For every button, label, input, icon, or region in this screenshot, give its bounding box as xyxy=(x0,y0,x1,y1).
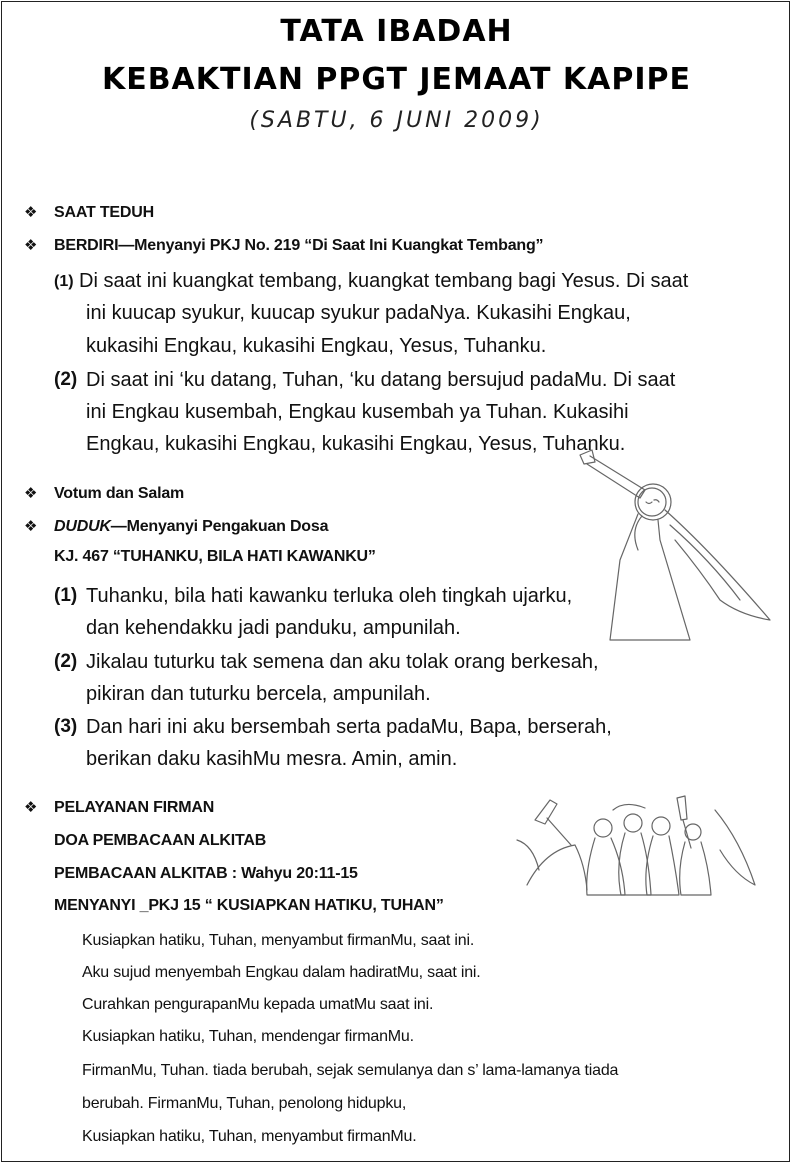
verse-line: kukasihi Engkau, kukasihi Engkau, Yesus, Tuhanku. xyxy=(86,335,547,357)
page-title: TATA IBADAH xyxy=(280,14,513,49)
service-date: (SABTU, 6 JUNI 2009) xyxy=(249,108,544,133)
verse-line: Di saat ini kuangkat tembang, kuangkat tembang bagi Yesus. Di saat xyxy=(79,270,689,292)
verse-line: dan kehendakku jadi panduku, ampunilah. xyxy=(86,617,461,639)
song-line: Curahkan pengurapanMu kepada umatMu saat ini. xyxy=(82,996,434,1013)
verse-number: (3) xyxy=(54,716,78,737)
bullet-icon: ❖ xyxy=(24,799,38,816)
verse-line: ini Engkau kusembah, Engkau kusembah ya Tuhan. Kukasihi xyxy=(86,401,629,423)
section-berdiri: BERDIRI—Menyanyi PKJ No. 219 “Di Saat Ini Kuangkat Tembang” xyxy=(54,237,544,254)
duduk-hymn-title: KJ. 467 “TUHANKU, BILA HATI KAWANKU” xyxy=(54,548,376,565)
verse-line: Dan hari ini aku bersembah serta padaMu, Bapa, berserah, xyxy=(86,716,612,738)
verse-line: berikan daku kasihMu mesra. Amin, amin. xyxy=(86,748,458,770)
verse-line: Jikalau tuturku tak semena dan aku tolak orang berkesah, xyxy=(86,651,599,673)
verse-line: pikiran dan tuturku bercela, ampunilah. xyxy=(86,683,431,705)
angel-trumpet-illustration xyxy=(540,440,790,650)
doa-pembacaan: DOA PEMBACAAN ALKITAB xyxy=(54,832,267,849)
duduk-rest: —Menyanyi Pengakuan Dosa xyxy=(110,518,329,535)
bullet-icon: ❖ xyxy=(24,204,38,221)
verse-line: Engkau, kukasihi Engkau, kukasihi Engkau, Yesus, Tuhanku. xyxy=(86,433,626,455)
page-subtitle: KEBAKTIAN PPGT JEMAAT KAPIPE xyxy=(101,62,692,97)
section-pelayanan: PELAYANAN FIRMAN xyxy=(54,799,215,816)
verse-line: ini kuucap syukur, kuucap syukur padaNya. Kukasihi Engkau, xyxy=(86,302,631,324)
bullet-icon: ❖ xyxy=(24,237,38,254)
menyanyi-pkj: MENYANYI _PKJ 15 “ KUSIAPKAN HATIKU, TUHAN” xyxy=(54,897,444,914)
song-line: FirmanMu, Tuhan. tiada berubah, sejak semulanya dan s’ lama-lamanya tiada xyxy=(82,1062,619,1079)
verse-number: (2) xyxy=(54,369,78,390)
song-line: Aku sujud menyembah Engkau dalam hadiratMu, saat ini. xyxy=(82,964,481,981)
verse-number: (2) xyxy=(54,651,78,672)
section-votum: Votum dan Salam xyxy=(54,485,185,502)
song-line: berubah. FirmanMu, Tuhan, penolong hidupku, xyxy=(82,1095,407,1112)
song-line: Kusiapkan hatiku, Tuhan, mendengar firmanMu. xyxy=(82,1028,414,1045)
angels-group-illustration xyxy=(515,790,765,900)
verse-line: Di saat ini ‘ku datang, Tuhan, ‘ku datang bersujud padaMu. Di saat xyxy=(86,369,676,391)
verse-number: (1) xyxy=(54,273,74,290)
bullet-icon: ❖ xyxy=(24,518,38,535)
song-line: Kusiapkan hatiku, Tuhan, menyambut firmanMu, saat ini. xyxy=(82,932,475,949)
pembacaan-alkitab: PEMBACAAN ALKITAB : Wahyu 20:11-15 xyxy=(54,865,358,882)
duduk-italic: DUDUK xyxy=(54,518,111,535)
bullet-icon: ❖ xyxy=(24,485,38,502)
section-duduk xyxy=(54,517,328,537)
verse-number: (1) xyxy=(54,585,78,606)
verse-line: Tuhanku, bila hati kawanku terluka oleh tingkah ujarku, xyxy=(86,585,573,607)
song-line: Kusiapkan hatiku, Tuhan, menyambut firmanMu. xyxy=(82,1128,417,1145)
section-saat-teduh: SAAT TEDUH xyxy=(54,204,154,221)
